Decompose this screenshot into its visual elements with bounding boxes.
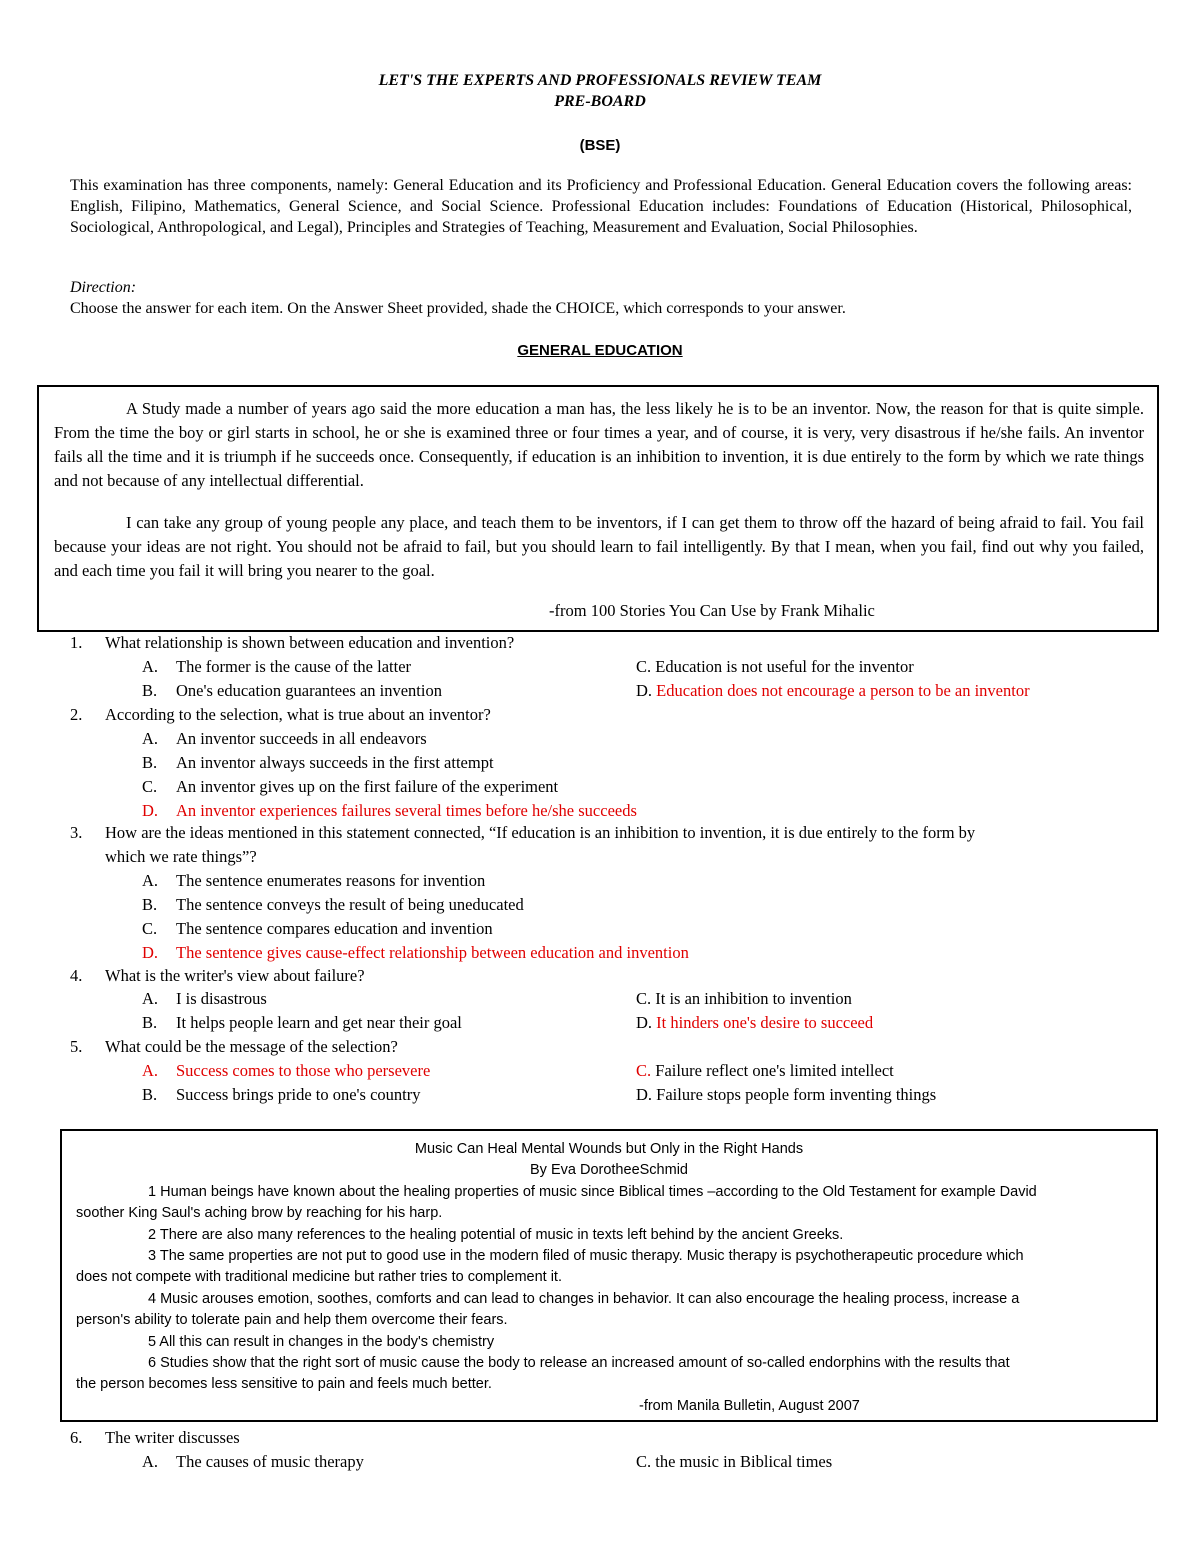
q1-option-d-text: Education does not encourage a person to be an inventor	[656, 681, 1030, 700]
q5-text: What could be the message of the selection?	[105, 1037, 398, 1056]
passage2-p2: 2 There are also many references to the healing potential of music in texts left behind by the ancient Greeks.	[148, 1227, 844, 1243]
q3-text-line2: which we rate things”?	[105, 847, 257, 866]
q2-number: 2.	[70, 705, 83, 724]
q5-option-b[interactable]: Success brings pride to one's country	[176, 1085, 421, 1104]
q3-option-a[interactable]: The sentence enumerates reasons for invention	[176, 871, 486, 890]
passage2-p5: 5 All this can result in changes in the body's chemistry	[148, 1334, 495, 1350]
q2-option-a-letter: A.	[142, 729, 159, 748]
q4-option-d-text: It hinders one's desire to succeed	[656, 1013, 874, 1032]
passage2-p6-line2: the person becomes less sensitive to pain and feels much better.	[76, 1376, 492, 1392]
q4-option-b[interactable]: It helps people learn and get near their goal	[176, 1013, 462, 1032]
q2-option-c-letter: C.	[142, 777, 158, 796]
q1-option-a[interactable]: The former is the cause of the latter	[176, 657, 412, 676]
direction-text: Choose the answer for each item. On the Answer Sheet provided, shade the CHOICE, which corresponds to your answer.	[70, 300, 846, 317]
q3-option-c-letter: C.	[142, 919, 158, 938]
q3-option-c[interactable]: The sentence compares education and invention	[176, 919, 493, 938]
passage2-p1-line1: 1 Human beings have known about the healing properties of music since Biblical times –according to the Old Testament for example David	[148, 1184, 1037, 1200]
q4-text: What is the writer's view about failure?	[105, 966, 365, 985]
exam-code: (BSE)	[579, 137, 621, 154]
q1-option-b[interactable]: One's education guarantees an invention	[176, 681, 442, 700]
passage2-p4-line2: person's ability to tolerate pain and help them overcome their fears.	[76, 1312, 508, 1328]
q5-option-c[interactable]	[636, 1061, 894, 1081]
passage2-author: By Eva DorotheeSchmid	[530, 1162, 688, 1178]
passage2-p3-line2: does not compete with traditional medicine but rather tries to complement it.	[76, 1269, 562, 1285]
passage1-para2	[54, 511, 1144, 583]
q1-option-d[interactable]	[636, 681, 1030, 701]
q1-text: What relationship is shown between education and invention?	[105, 633, 515, 652]
q4-option-c[interactable]: C. It is an inhibition to invention	[636, 989, 852, 1008]
passage2-p3-line1: 3 The same properties are not put to good use in the modern filed of music therapy. Music therapy is psychotherapeutic procedure which	[148, 1248, 1024, 1264]
q2-option-d-letter: D.	[142, 801, 159, 820]
exam-subtitle: PRE-BOARD	[554, 93, 646, 110]
q3-option-a-letter: A.	[142, 871, 159, 890]
q5-option-c-text: Failure reflect one's limited intellect	[655, 1061, 894, 1080]
q4-option-a-letter: A.	[142, 989, 159, 1008]
q4-option-a[interactable]: I is disastrous	[176, 989, 267, 1008]
q6-text: The writer discusses	[105, 1428, 240, 1447]
passage2-p4-line1: 4 Music arouses emotion, soothes, comforts and can lead to changes in behavior. It can also encourage the healing process, increase a	[148, 1291, 1020, 1307]
passage2-title: Music Can Heal Mental Wounds but Only in the Right Hands	[414, 1141, 804, 1157]
q2-text: According to the selection, what is true about an inventor?	[105, 705, 491, 724]
q6-option-a[interactable]: The causes of music therapy	[176, 1452, 364, 1471]
q5-option-a[interactable]: Success comes to those who persevere	[176, 1061, 431, 1080]
q1-option-a-letter: A.	[142, 657, 159, 676]
q5-option-a-letter: A.	[142, 1061, 159, 1080]
direction-label: Direction:	[70, 279, 137, 296]
q4-option-b-letter: B.	[142, 1013, 158, 1032]
q6-option-c[interactable]: C. the music in Biblical times	[636, 1452, 833, 1471]
passage-box-1	[37, 385, 1159, 632]
q2-option-b[interactable]: An inventor always succeeds in the first attempt	[176, 753, 494, 772]
passage1-para2-text: I can take any group of young people any place, and teach them to be inventors, if I can get them to throw off the hazard of being afraid to fail. You fail because your ideas are not right. You should not be afraid to fail, but you should learn to fail intelligently. By that I mean, when you fail, find out why you failed, and each time you fail it will bring you nearer to the goal.	[54, 513, 1144, 580]
q1-number: 1.	[70, 633, 83, 652]
q3-option-d[interactable]: The sentence gives cause-effect relationship between education and invention	[176, 943, 689, 962]
q2-option-c[interactable]: An inventor gives up on the first failure of the experiment	[176, 777, 559, 796]
q2-option-b-letter: B.	[142, 753, 158, 772]
q6-number: 6.	[70, 1428, 83, 1447]
passage2-source: -from Manila Bulletin, August 2007	[639, 1398, 860, 1414]
q4-option-d-letter: D.	[636, 1013, 653, 1032]
q3-text-line1: How are the ideas mentioned in this statement connected, “If education is an inhibition to invention, it is due entirely to the form by	[105, 823, 976, 842]
q3-option-b-letter: B.	[142, 895, 158, 914]
passage1-para1-text: A Study made a number of years ago said the more education a man has, the less likely he is to be an inventor. Now, the reason for that is quite simple. From the time the boy or girl starts in school, he or she is examined three or four times a year, and of course, it is very, very disastrous if he/she fails. An inventor fails all the time and it is triumph if he succeeds once. Consequently, if education is an inhibition to invention, it is due entirely to the form by which we rate things and not because of any intellectual differential.	[54, 399, 1144, 490]
q5-option-b-letter: B.	[142, 1085, 158, 1104]
passage-box-2	[60, 1129, 1158, 1422]
passage2-p1-line2: soother King Saul's aching brow by reaching for his harp.	[76, 1205, 443, 1221]
q1-option-d-letter: D.	[636, 681, 653, 700]
q6-option-a-letter: A.	[142, 1452, 159, 1471]
intro-paragraph: This examination has three components, namely: General Education and its Proficiency and Professional Education. General Education covers the following areas: English, Filipino, Mathematics, General Science, and Social Science. Professional Education includes: Foundations of Education (Historical, Philosophical, Sociological, Anthropological, and Legal), Principles and Strategies of Teaching, Measurement and Evaluation, Social Philosophies.	[70, 177, 1132, 236]
section-title: GENERAL EDUCATION	[517, 342, 683, 359]
q3-option-d-letter: D.	[142, 943, 159, 962]
q5-option-c-letter: C.	[636, 1061, 652, 1080]
q5-option-d[interactable]: D. Failure stops people form inventing things	[636, 1085, 937, 1104]
passage2-p6-line1: 6 Studies show that the right sort of music cause the body to release an increased amount of so-called endorphins with the results that	[148, 1355, 1010, 1371]
q1-option-c[interactable]: C. Education is not useful for the inventor	[636, 657, 914, 676]
q4-option-d[interactable]	[636, 1013, 873, 1033]
q1-option-b-letter: B.	[142, 681, 158, 700]
q3-number: 3.	[70, 823, 83, 842]
q2-option-a[interactable]: An inventor succeeds in all endeavors	[176, 729, 427, 748]
q2-option-d[interactable]: An inventor experiences failures several times before he/she succeeds	[176, 801, 637, 820]
passage1-source: -from 100 Stories You Can Use by Frank Mihalic	[549, 601, 875, 620]
passage1-para1	[54, 397, 1144, 493]
q3-option-b[interactable]: The sentence conveys the result of being uneducated	[176, 895, 524, 914]
q5-number: 5.	[70, 1037, 83, 1056]
q4-number: 4.	[70, 966, 83, 985]
exam-title: LET'S THE EXPERTS AND PROFESSIONALS REVIEW TEAM	[378, 72, 822, 89]
